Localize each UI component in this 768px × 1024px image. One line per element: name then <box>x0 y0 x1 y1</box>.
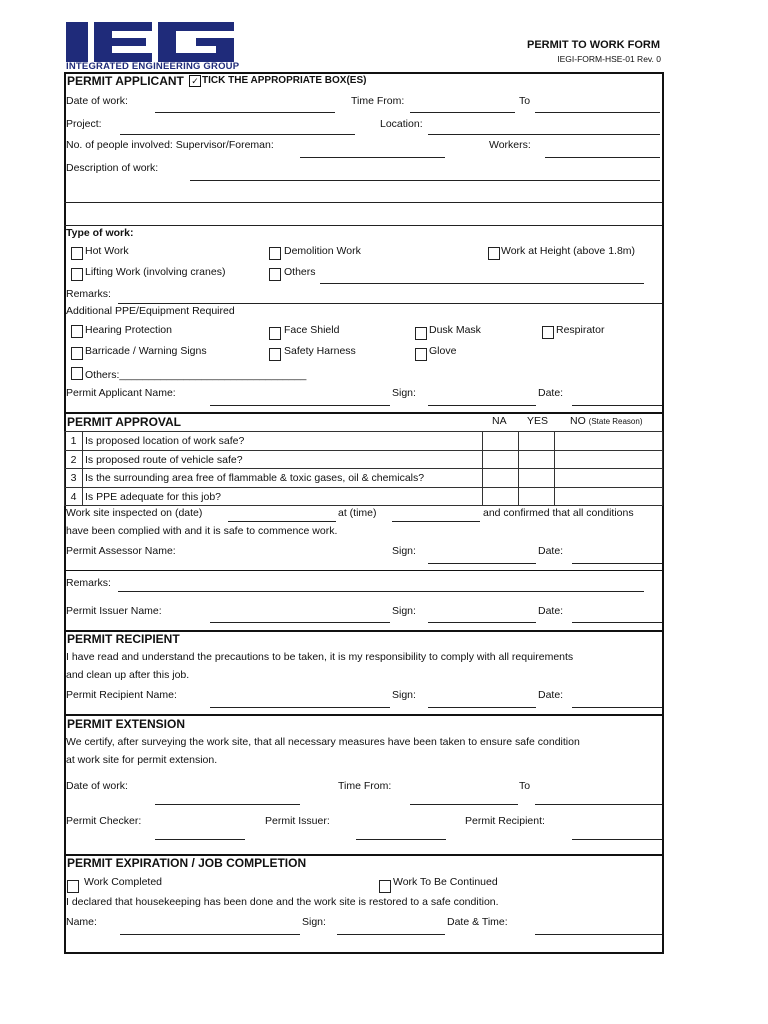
recipient-date-field[interactable] <box>572 707 662 708</box>
time-to-label: To <box>519 95 531 107</box>
dusk-mask-checkbox[interactable] <box>415 327 427 340</box>
recipient-sign-field[interactable] <box>428 707 536 708</box>
demolition-label: Demolition Work <box>284 245 361 257</box>
completion-name-field[interactable] <box>120 934 300 935</box>
inspected-date-field[interactable] <box>228 521 336 522</box>
section-title-recipient: PERMIT RECIPIENT <box>67 632 180 646</box>
work-at-height-label: Work at Height (above 1.8m) <box>501 245 636 257</box>
section-title-approval: PERMIT APPROVAL <box>67 415 182 429</box>
others-work-checkbox[interactable] <box>269 268 281 281</box>
ext-date-of-work-label: Date of work: <box>66 780 128 792</box>
ppe-others-checkbox[interactable] <box>71 367 83 380</box>
time-to-field[interactable] <box>535 112 660 113</box>
section-title-expiration: PERMIT EXPIRATION / JOB COMPLETION <box>67 856 307 870</box>
ext-time-from-label: Time From: <box>338 780 392 792</box>
hot-work-checkbox[interactable] <box>71 247 83 260</box>
remarks-label: Remarks: <box>66 288 111 300</box>
company-name: INTEGRATED ENGINEERING GROUP <box>66 61 240 72</box>
work-continued-label: Work To Be Continued <box>393 876 498 888</box>
date-of-work-label: Date of work: <box>66 95 128 107</box>
approval-divider <box>64 412 664 414</box>
glove-label: Glove <box>429 345 457 357</box>
question-number: 3 <box>64 468 83 488</box>
applicant-sign-label: Sign: <box>392 387 416 399</box>
work-continued-checkbox[interactable] <box>379 880 391 893</box>
form-code: IEGI-FORM-HSE-01 Rev. 0 <box>557 54 661 64</box>
question-text: Is proposed route of vehicle safe? <box>82 450 483 470</box>
answer-no-cell[interactable] <box>554 450 663 470</box>
outer-border-right <box>662 72 664 953</box>
completion-name-label: Name: <box>66 916 97 928</box>
applicant-sign-field[interactable] <box>428 405 536 406</box>
workers-label: Workers: <box>489 139 531 151</box>
confirmed-text: and confirmed that all conditions <box>483 507 634 519</box>
question-text: Is PPE adequate for this job? <box>82 487 483 507</box>
issuer-name-field[interactable] <box>210 622 390 623</box>
tick-instruction: TICK THE APPROPRIATE BOX(ES) <box>202 75 367 86</box>
applicant-date-field[interactable] <box>572 405 662 406</box>
ext-time-to-field[interactable] <box>535 804 662 805</box>
section-title-extension: PERMIT EXTENSION <box>67 717 186 731</box>
ppe-title: Additional PPE/Equipment Required <box>66 305 235 317</box>
completion-sign-field[interactable] <box>337 934 445 935</box>
completion-datetime-field[interactable] <box>535 934 662 935</box>
inspected-time-field[interactable] <box>392 521 480 522</box>
col-na: NA <box>492 415 507 427</box>
assessor-date-field[interactable] <box>572 563 662 564</box>
permit-checker-field[interactable] <box>155 839 245 840</box>
applicant-name-label: Permit Applicant Name: <box>66 387 176 399</box>
ext-issuer-label: Permit Issuer: <box>265 815 330 827</box>
demolition-checkbox[interactable] <box>269 247 281 260</box>
others-work-label: Others <box>284 266 316 278</box>
answer-no-cell[interactable] <box>554 487 663 507</box>
answer-yes-cell[interactable] <box>518 487 555 507</box>
applicant-date-label: Date: <box>538 387 564 399</box>
recipient-name-label: Permit Recipient Name: <box>66 689 177 701</box>
time-from-field[interactable] <box>410 112 515 113</box>
answer-na-cell[interactable] <box>482 468 519 488</box>
approval-remarks-field[interactable] <box>118 591 644 592</box>
face-shield-checkbox[interactable] <box>269 327 281 340</box>
extension-divider <box>64 714 664 716</box>
ext-recipient-label: Permit Recipient: <box>465 815 545 827</box>
applicant-name-field[interactable] <box>210 405 390 406</box>
barricade-checkbox[interactable] <box>71 347 83 360</box>
type-of-work-label: Type of work: <box>66 227 134 239</box>
at-time-label: at (time) <box>338 507 377 519</box>
section-title-applicant: PERMIT APPLICANT <box>67 74 184 88</box>
inspected-on-label: Work site inspected on (date) <box>66 507 203 519</box>
question-number: 1 <box>64 431 83 451</box>
recipient-date-label: Date: <box>538 689 564 701</box>
time-from-label: Time From: <box>351 95 405 107</box>
work-at-height-checkbox[interactable] <box>488 247 500 260</box>
col-no: NO (State Reason) <box>570 415 643 427</box>
workers-field[interactable] <box>545 157 660 158</box>
issuer-sign-field[interactable] <box>428 622 536 623</box>
safety-harness-label: Safety Harness <box>284 345 356 357</box>
dusk-mask-label: Dusk Mask <box>429 324 481 336</box>
assessor-sign-field[interactable] <box>428 563 536 564</box>
hearing-protection-checkbox[interactable] <box>71 325 83 338</box>
answer-no-cell[interactable] <box>554 468 663 488</box>
barricade-label: Barricade / Warning Signs <box>85 345 207 357</box>
issuer-date-label: Date: <box>538 605 564 617</box>
issuer-sign-label: Sign: <box>392 605 416 617</box>
completion-datetime-label: Date & Time: <box>447 916 508 928</box>
work-completed-checkbox[interactable] <box>67 880 79 893</box>
description-field-2[interactable] <box>64 202 662 203</box>
tick-checkbox-icon: ✓ <box>189 75 201 87</box>
recipient-text-1: I have read and understand the precautions to be taken, it is my responsibility to comply with all requirements <box>66 651 574 663</box>
approval-remarks-label: Remarks: <box>66 577 111 589</box>
project-field[interactable] <box>120 134 355 135</box>
hot-work-label: Hot Work <box>85 245 129 257</box>
extension-text-2: at work site for permit extension. <box>66 754 218 766</box>
outer-border-bottom <box>64 952 664 954</box>
description-label: Description of work: <box>66 162 159 174</box>
question-number: 2 <box>64 450 83 470</box>
assessor-name-label: Permit Assessor Name: <box>66 545 176 557</box>
issuer-name-label: Permit Issuer Name: <box>66 605 162 617</box>
description-field-3[interactable] <box>64 225 662 226</box>
assessor-divider <box>64 570 664 571</box>
col-yes: YES <box>527 415 549 427</box>
others-work-field[interactable] <box>320 283 644 284</box>
ppe-others-label: Others:________________________________ <box>85 369 307 381</box>
assessor-sign-label: Sign: <box>392 545 416 557</box>
housekeeping-declaration: I declared that housekeeping has been done and the work site is restored to a safe condition. <box>66 896 499 908</box>
answer-yes-cell[interactable] <box>518 450 555 470</box>
glove-checkbox[interactable] <box>415 348 427 361</box>
permit-checker-label: Permit Checker: <box>66 815 142 827</box>
location-label: Location: <box>380 118 423 130</box>
work-completed-label: Work Completed <box>84 876 163 888</box>
hearing-protection-label: Hearing Protection <box>85 324 172 336</box>
recipient-sign-label: Sign: <box>392 689 416 701</box>
lifting-work-label: Lifting Work (involving cranes) <box>85 266 226 278</box>
recipient-name-field[interactable] <box>210 707 390 708</box>
ext-time-to-label: To <box>519 780 531 792</box>
question-text: Is proposed location of work safe? <box>82 431 483 451</box>
issuer-date-field[interactable] <box>572 622 662 623</box>
ext-issuer-field[interactable] <box>356 839 446 840</box>
answer-yes-cell[interactable] <box>518 468 555 488</box>
project-label: Project: <box>66 118 102 130</box>
completion-sign-label: Sign: <box>302 916 326 928</box>
extension-text-1: We certify, after surveying the work site, that all necessary measures have been taken to ensure safe condition <box>66 736 580 748</box>
recipient-text-2: and clean up after this job. <box>66 669 190 681</box>
date-of-work-field[interactable] <box>155 112 335 113</box>
question-number: 4 <box>64 487 83 507</box>
respirator-checkbox[interactable] <box>542 326 554 339</box>
face-shield-label: Face Shield <box>284 324 340 336</box>
description-field-1[interactable] <box>190 180 660 181</box>
location-field[interactable] <box>428 134 660 135</box>
answer-na-cell[interactable] <box>482 450 519 470</box>
lifting-work-checkbox[interactable] <box>71 268 83 281</box>
answer-na-cell[interactable] <box>482 431 519 451</box>
ext-date-of-work-field[interactable] <box>155 804 300 805</box>
supervisor-field[interactable] <box>300 157 445 158</box>
form-title: PERMIT TO WORK FORM <box>526 39 660 51</box>
safety-harness-checkbox[interactable] <box>269 348 281 361</box>
answer-yes-cell[interactable] <box>518 431 555 451</box>
ext-recipient-field[interactable] <box>572 839 662 840</box>
remarks-field[interactable] <box>118 303 662 304</box>
respirator-label: Respirator <box>556 324 605 336</box>
people-involved-label: No. of people involved: Supervisor/Foreman: <box>66 139 274 151</box>
question-text: Is the surrounding area free of flammable & toxic gases, oil & chemicals? <box>82 468 483 488</box>
complied-text: have been complied with and it is safe to commence work. <box>66 525 338 537</box>
answer-na-cell[interactable] <box>482 487 519 507</box>
assessor-date-label: Date: <box>538 545 564 557</box>
ext-time-from-field[interactable] <box>410 804 518 805</box>
answer-no-cell[interactable] <box>554 431 663 451</box>
company-logo <box>66 22 240 72</box>
